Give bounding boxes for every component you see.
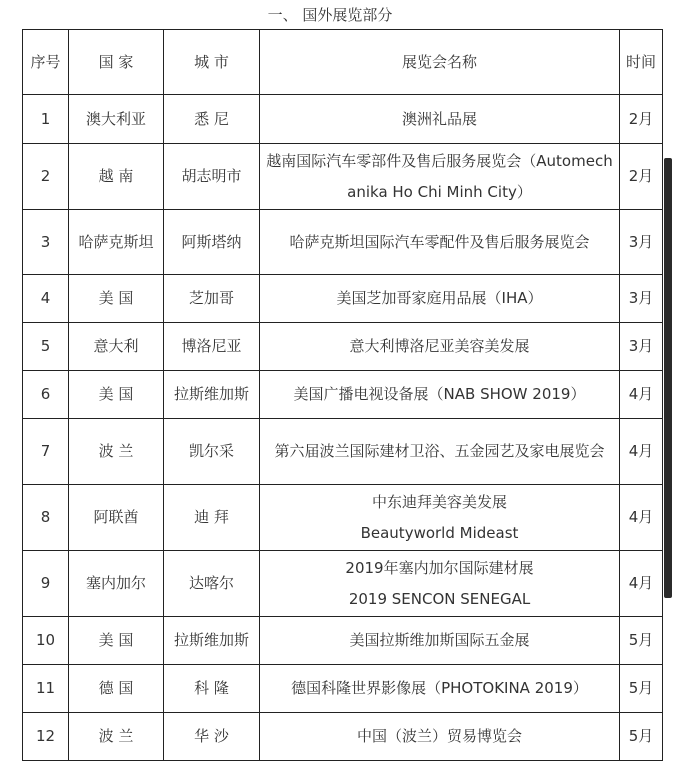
row-no: 4 [23,275,69,323]
table-row [23,323,663,371]
row-city: 阿斯塔纳 [164,210,260,275]
row-time: 4月 [620,371,663,419]
row-country: 美 国 [69,371,164,419]
row-country: 越 南 [69,144,164,210]
table-row [23,95,663,144]
table-row [23,485,663,551]
row-city: 芝加哥 [164,275,260,323]
row-country: 塞内加尔 [69,551,164,617]
table-row [23,275,663,323]
row-time: 5月 [620,713,663,761]
row-city: 华 沙 [164,713,260,761]
row-city: 博洛尼亚 [164,323,260,371]
row-country: 美 国 [69,275,164,323]
row-city: 达喀尔 [164,551,260,617]
row-exhibition-name [260,485,620,551]
table-row [23,210,663,275]
row-no: 3 [23,210,69,275]
row-country: 阿联酋 [69,485,164,551]
row-country: 波 兰 [69,713,164,761]
table-row [23,617,663,665]
table-row [23,371,663,419]
table-row [23,551,663,617]
row-exhibition-name: 中国（波兰）贸易博览会 [260,713,620,761]
row-no: 6 [23,371,69,419]
row-city: 迪 拜 [164,485,260,551]
row-city: 悉 尼 [164,95,260,144]
exhibition-name-line1: 中东迪拜美容美发展 [371,492,507,511]
row-time: 3月 [620,275,663,323]
row-country: 美 国 [69,617,164,665]
row-time: 5月 [620,617,663,665]
table-row [23,419,663,485]
row-time: 3月 [620,323,663,371]
row-no: 10 [23,617,69,665]
row-no: 7 [23,419,69,485]
header-time: 时间 [620,30,663,95]
row-exhibition-name: 美国芝加哥家庭用品展（IHA） [260,275,620,323]
exhibition-name-line1: 2019年塞内加尔国际建材展 [345,558,534,577]
row-country: 波 兰 [69,419,164,485]
row-time: 5月 [620,665,663,713]
row-city: 拉斯维加斯 [164,371,260,419]
row-exhibition-name [260,551,620,617]
row-no: 2 [23,144,69,210]
vertical-scrollbar-thumb[interactable] [664,158,672,598]
row-exhibition-name: 美国广播电视设备展（NAB SHOW 2019） [260,371,620,419]
exhibition-name-line2: Beautyworld Mideast [360,523,519,542]
row-city: 拉斯维加斯 [164,617,260,665]
row-city: 科 隆 [164,665,260,713]
table-row [23,665,663,713]
header-city: 城 市 [164,30,260,95]
row-city: 凯尔采 [164,419,260,485]
row-no: 9 [23,551,69,617]
table-row [23,713,663,761]
row-no: 11 [23,665,69,713]
section-title: 一、 国外展览部分 [267,6,393,24]
row-exhibition-name: 哈萨克斯坦国际汽车零配件及售后服务展览会 [260,210,620,275]
row-country: 意大利 [69,323,164,371]
row-city: 胡志明市 [164,144,260,210]
row-exhibition-name: 第六届波兰国际建材卫浴、五金园艺及家电展览会 [260,419,620,485]
row-no: 8 [23,485,69,551]
row-no: 5 [23,323,69,371]
header-country: 国 家 [69,30,164,95]
header-name: 展览会名称 [260,30,620,95]
row-time: 2月 [620,95,663,144]
row-exhibition-name: 越南国际汽车零部件及售后服务展览会（Automechanika Ho Chi Minh City） [260,144,620,210]
row-time: 3月 [620,210,663,275]
row-time: 4月 [620,551,663,617]
row-exhibition-name: 德国科隆世界影像展（PHOTOKINA 2019） [260,665,620,713]
row-exhibition-name: 美国拉斯维加斯国际五金展 [260,617,620,665]
row-country: 德 国 [69,665,164,713]
row-time: 2月 [620,144,663,210]
row-no: 12 [23,713,69,761]
header-no: 序号 [23,30,69,95]
exhibition-table [22,29,663,761]
row-exhibition-name: 澳洲礼品展 [260,95,620,144]
row-country: 哈萨克斯坦 [69,210,164,275]
row-time: 4月 [620,485,663,551]
row-country: 澳大利亚 [69,95,164,144]
table-row [23,144,663,210]
row-time: 4月 [620,419,663,485]
table-header-row [23,30,663,95]
exhibition-name-line2: 2019 SENCON SENEGAL [348,589,531,608]
row-no: 1 [23,95,69,144]
row-exhibition-name: 意大利博洛尼亚美容美发展 [260,323,620,371]
